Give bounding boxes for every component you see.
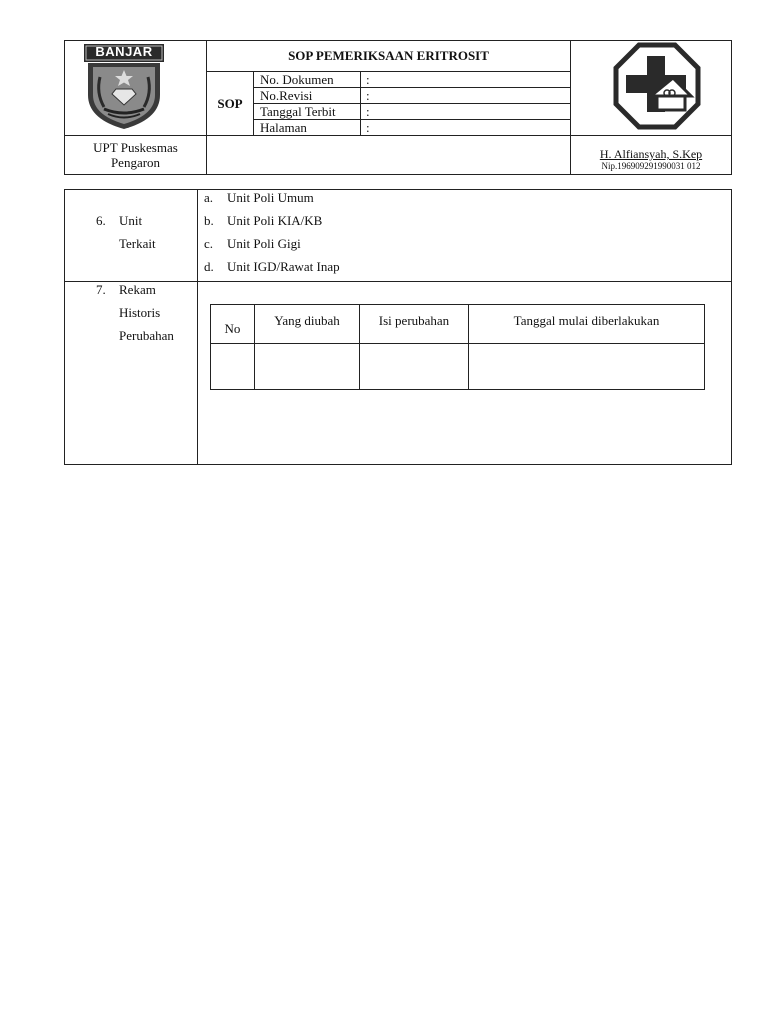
section6-label-line1: Unit xyxy=(119,213,143,228)
rev-table-header-isi-perubahan: Isi perubahan xyxy=(378,313,450,328)
rev-table-border-top xyxy=(210,304,705,305)
header-border-top xyxy=(64,40,732,41)
document-title: SOP PEMERIKSAAN ERITROSIT xyxy=(288,48,489,63)
section6-item-marker: c. xyxy=(204,236,214,251)
org-name-line1: UPT Puskesmas xyxy=(93,140,178,155)
section6-label-line2: Terkait xyxy=(119,236,156,251)
rev-table-border-left xyxy=(210,304,211,390)
signer-nip: Nip.196909291990031 012 xyxy=(601,161,701,171)
signer-name: H. Alfiansyah, S.Kep xyxy=(599,147,703,161)
field-label-no-revisi: No.Revisi xyxy=(260,88,313,103)
section7-number: 7. xyxy=(96,282,106,297)
header-border-bottom xyxy=(64,174,732,175)
section6-item-marker: b. xyxy=(204,213,214,228)
rev-table-border-right xyxy=(704,304,705,390)
section6-item-text: Unit IGD/Rawat Inap xyxy=(227,259,340,274)
body-border-right xyxy=(731,189,732,465)
section7-label-line3: Perubahan xyxy=(119,328,174,343)
field-label-no-dokumen: No. Dokumen xyxy=(260,72,334,87)
field-value-halaman: : xyxy=(366,120,370,135)
field-value-no-dokumen: : xyxy=(366,72,370,87)
section6-item-text: Unit Poli Umum xyxy=(227,190,314,205)
section6-item-text: Unit Poli Gigi xyxy=(227,236,301,251)
body-border-left xyxy=(64,189,65,465)
rev-table-header-no: No xyxy=(224,321,241,336)
body-border-bottom xyxy=(64,464,732,465)
section7-label-line2: Historis xyxy=(119,305,161,320)
rev-table-border-bottom xyxy=(210,389,705,390)
section6-item-marker: a. xyxy=(204,190,214,205)
rev-table-header-tanggal: Tanggal mulai diberlakukan xyxy=(513,313,660,328)
field-label-halaman: Halaman xyxy=(260,120,307,135)
section6-number: 6. xyxy=(96,213,106,228)
section6-item-text: Unit Poli KIA/KB xyxy=(227,213,323,228)
org-name-line2: Pengaron xyxy=(110,155,161,170)
rev-table-header-border xyxy=(210,343,705,344)
puskesmas-logo-icon xyxy=(613,42,701,130)
header-border-right xyxy=(731,40,732,175)
rev-table-header-yang-diubah: Yang diubah xyxy=(274,313,340,328)
body-col-divider xyxy=(197,189,198,465)
logo-text: BANJAR xyxy=(95,44,153,59)
header-border-mid xyxy=(64,135,732,136)
sop-label: SOP xyxy=(217,96,243,111)
field-label-tanggal-terbit: Tanggal Terbit xyxy=(260,104,336,119)
body-border-mid xyxy=(64,281,732,282)
field-value-tanggal-terbit: : xyxy=(366,104,370,119)
field-value-no-revisi: : xyxy=(366,88,370,103)
section7-label-line1: Rekam xyxy=(119,282,156,297)
body-border-top xyxy=(64,189,732,190)
section6-item-marker: d. xyxy=(204,259,214,274)
